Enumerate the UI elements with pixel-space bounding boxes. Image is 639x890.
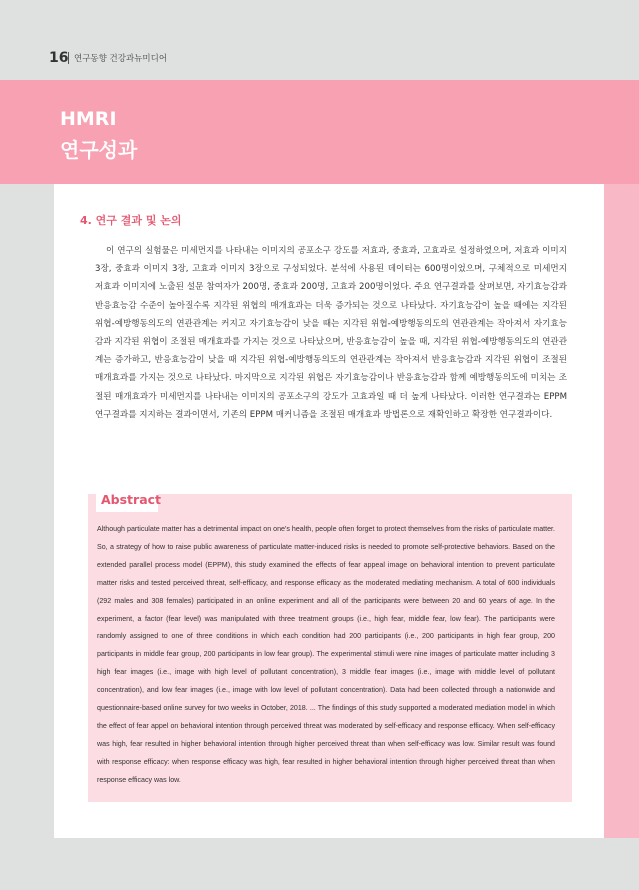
hero-title-line1: HMRI [60,108,117,130]
page-number: 16 [49,50,69,66]
hero-banner [0,80,639,184]
section-body: 이 연구의 실험물은 미세먼지를 나타내는 이미지의 공포소구 강도를 저효과, 중효과, 고효과로 설정하였으며, 저효과 이미지 3장, 중효과 이미지 3장, 고효과 이미지 3장으로 구성되었다. 분석에 사용된 데이터는 600명이었으며, 구체적으로 미세먼지 저효과 이미지에 노출된 설문 참여자가 200명, 중효과 200명, 고효과 200명이었다. 주요 연구결과를 살펴보면, 자기효능감과 반응효능감 수준이 높아질수록 지각된 위협의 매개효과는 더욱 증가되는 것으로 나타났다. 자기효능감이 높을 때에는 지각된 위협-예방행동의도의 연관관계는 커지고 자기효능감이 낮을 때는 지각된 위협-예방행동의도의 연관관계는 작아져서 자기효능감과 지각된 위협이 조절된 매개효과를 가지는 것으로 나타났으며, 반응효능감이 높을 때, 지각된 위협-예방행동의도의 연관관계는 증가하고, 반응효능감이 낮을 때 지각된 위협-예방행동의도의 연관관계는 작아져서 반응효능감과 지각된 위협이 조절된 매개효과를 가지는 것으로 나타났다. 마지막으로 지각된 위협은 자기효능감이나 반응효능감과 함께 예방행동의도에 미치는 조절된 매개효과가 미세먼지를 나타내는 이미지의 공포소구의 강도가 고효과일 때 더 높게 나타났다. 이러한 연구결과는 EPPM 연구결과를 지지하는 결과이면서, 기존의 EPPM 매커니즘을 조절된 매개효과 방법론으로 재확인하고 확장한 연구결과이다. [95,246,567,420]
page-header [0,0,639,80]
hero-title-line2: 연구성과 [60,138,138,162]
header-divider [68,52,69,64]
abstract-body: Although particulate matter has a detrimental impact on one's health, people often forget to protect themselves from the risks of particulate matter. So, a strategy of how to raise public awareness of particulate matter-induced risks is needed to promote self-protective behaviors. Based on the extended parallel process model (EPPM), this study examined the effects of fear appeal image on behavioral intention to prevent particulate matter risks and tested perceived threat, self-efficacy, and response efficacy as the moderated mediating mechanism. A total of 600 individuals (292 males and 308 females) participated in an online experiment and all of the participants were between 20 and 60 years of age. In the experiment, a factor (fear level) was manipulated with three treatment groups (i.e., high fear, middle fear, low fear). The participants were randomly assigned to one of three conditions in which each condition had 200 participants (i.e., 200 participants in high fear group, 200 participants in middle fear group, 200 participants in low fear group). The experimental stimuli were nine images of particulate matter including 3 high fear images (i.e., image with high level of pollutant concentration), 3 middle fear images (i.e., image with middle level of pollutant concentration), and low fear images (i.e., image with low level of pollutant concentration). Data had been collected through a nationwide and questionnaire-based online survey for two weeks in October, 2018. ... The findings of this study supported a moderated mediation model in which the effect of fear appel on behavioral intention through perceived threat was moderated by self-efficacy and response efficacy. When self-efficacy was high, fear resulted in higher behavioral intention through higher perceived threat than when self-efficacy was low. Similar result was found with response efficacy: when response efficacy was high, fear resulted in higher behavioral intention through higher perceived threat than when response efficacy was low. [97,525,555,784]
side-accent-strip [604,184,639,838]
running-title: 연구동향 건강과뉴미디어 [74,54,168,64]
abstract-title: Abstract [101,492,162,507]
section-heading: 4. 연구 결과 및 논의 [80,214,182,227]
